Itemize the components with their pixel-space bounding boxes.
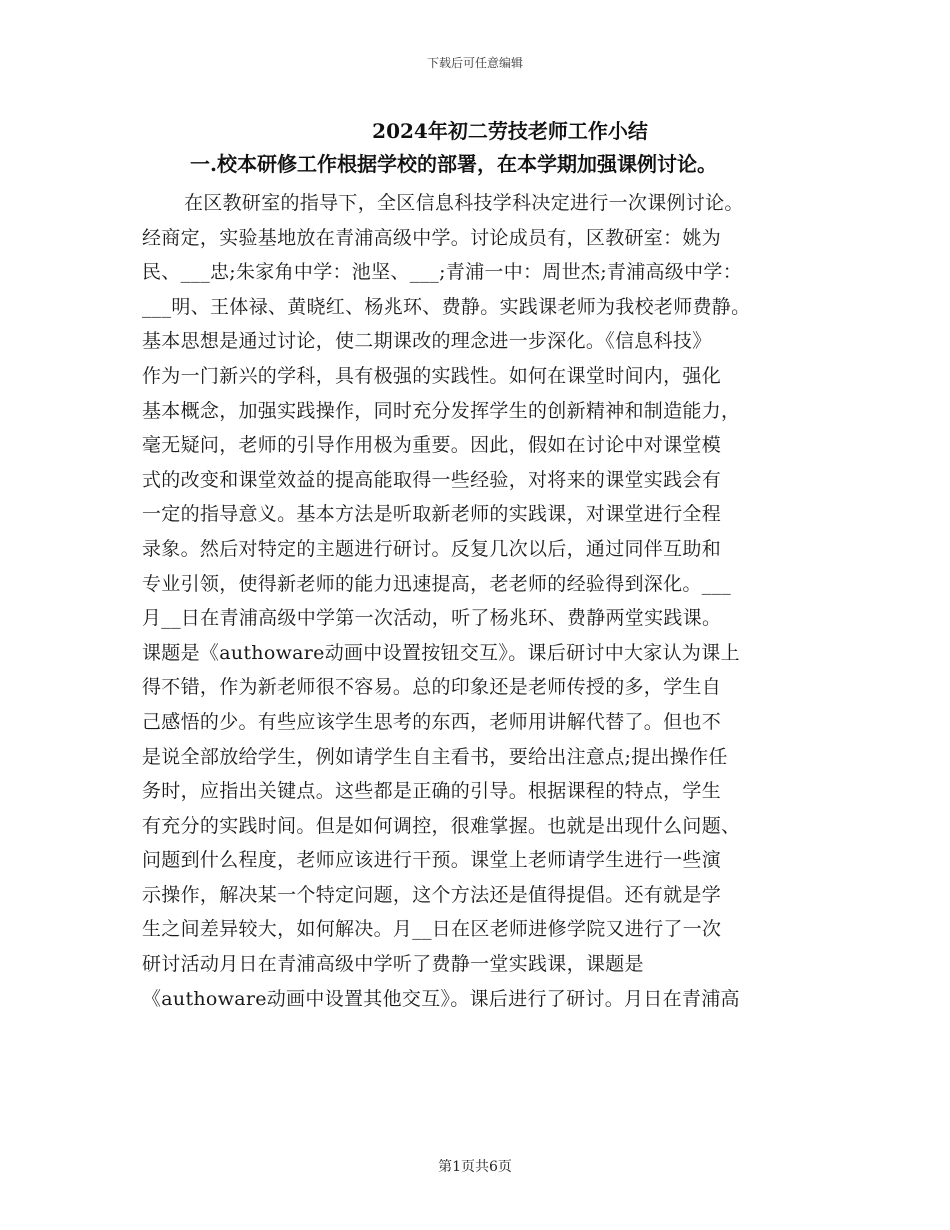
page-number: 第1页共6页: [438, 1159, 512, 1175]
body-line: 务时，应指出关键点。这些都是正确的引导。根据课程的特点，学生: [142, 780, 722, 803]
body-line: 毫无疑问，老师的引导作用极为重要。因此，假如在讨论中对课堂模: [142, 434, 722, 457]
body-line: 专业引领，使得新老师的能力迅速提高，老老师的经验得到深化。___: [142, 572, 732, 595]
document-title: 2024年初二劳技老师工作小结: [372, 119, 648, 143]
body-line: 有充分的实践时间。但是如何调控，很难掌握。也就是出现什么问题、: [142, 814, 741, 837]
body-line: 问题到什么程度，老师应该进行干预。课堂上老师请学生进行一些演: [142, 849, 722, 872]
body-line: 《authoware动画中设置其他交互》。课后进行了研讨。月日在青浦高: [142, 987, 740, 1010]
body-line: 作为一门新兴的学科，具有极强的实践性。如何在课堂时间内，强化: [142, 364, 722, 387]
body-line: ___明、王体禄、黄晓红、杨兆环、费静。实践课老师为我校老师费静。: [142, 295, 751, 318]
body-text: [142, 186, 822, 1016]
body-line: 示操作，解决某一个特定问题，这个方法还是值得提倡。还有就是学: [142, 883, 722, 906]
header-note: 下载后可任意编辑: [426, 56, 523, 70]
body-line: 是说全部放给学生，例如请学生自主看书，要给出注意点;提出操作任: [142, 745, 728, 768]
body-line: 民、___忠;朱家角中学：池坚、___;青浦一中：周世杰;青浦高级中学：: [142, 261, 743, 284]
body-line: 生之间差异较大，如何解决。月__日在区老师进修学院又进行了一次: [142, 918, 722, 941]
body-line: 经商定，实验基地放在青浦高级中学。讨论成员有，区教研室：姚为: [142, 226, 722, 249]
body-line: 基本概念，加强实践操作，同时充分发挥学生的创新精神和制造能力，: [142, 399, 741, 422]
body-line: 课题是《authoware动画中设置按钮交互》。课后研讨中大家认为课上: [142, 641, 740, 664]
body-line: 一定的指导意义。基本方法是听取新老师的实践课，对课堂进行全程: [142, 503, 722, 526]
body-line: 式的改变和课堂效益的提高能取得一些经验，对将来的课堂实践会有: [142, 468, 722, 491]
body-line: 基本思想是通过讨论，使二期课改的理念进一步深化。《信息科技》: [142, 330, 712, 353]
body-line: 得不错，作为新老师很不容易。总的印象还是老师传授的多，学生自: [142, 676, 722, 699]
body-line: 己感悟的少。有些应该学生思考的东西，老师用讲解代替了。但也不: [142, 710, 722, 733]
body-line: 录象。然后对特定的主题进行研讨。反复几次以后，通过同伴互助和: [142, 537, 722, 560]
body-line: 在区教研室的指导下，全区信息科技学科决定进行一次课例讨论。: [184, 192, 744, 214]
body-line: 月__日在青浦高级中学第一次活动，听了杨兆环、费静两堂实践课。: [142, 607, 722, 630]
body-line: 研讨活动月日在青浦高级中学听了费静一堂实践课，课题是: [142, 953, 644, 976]
section-heading: 一.校本研修工作根据学校的部署，在本学期加强课例讨论。: [190, 152, 717, 176]
